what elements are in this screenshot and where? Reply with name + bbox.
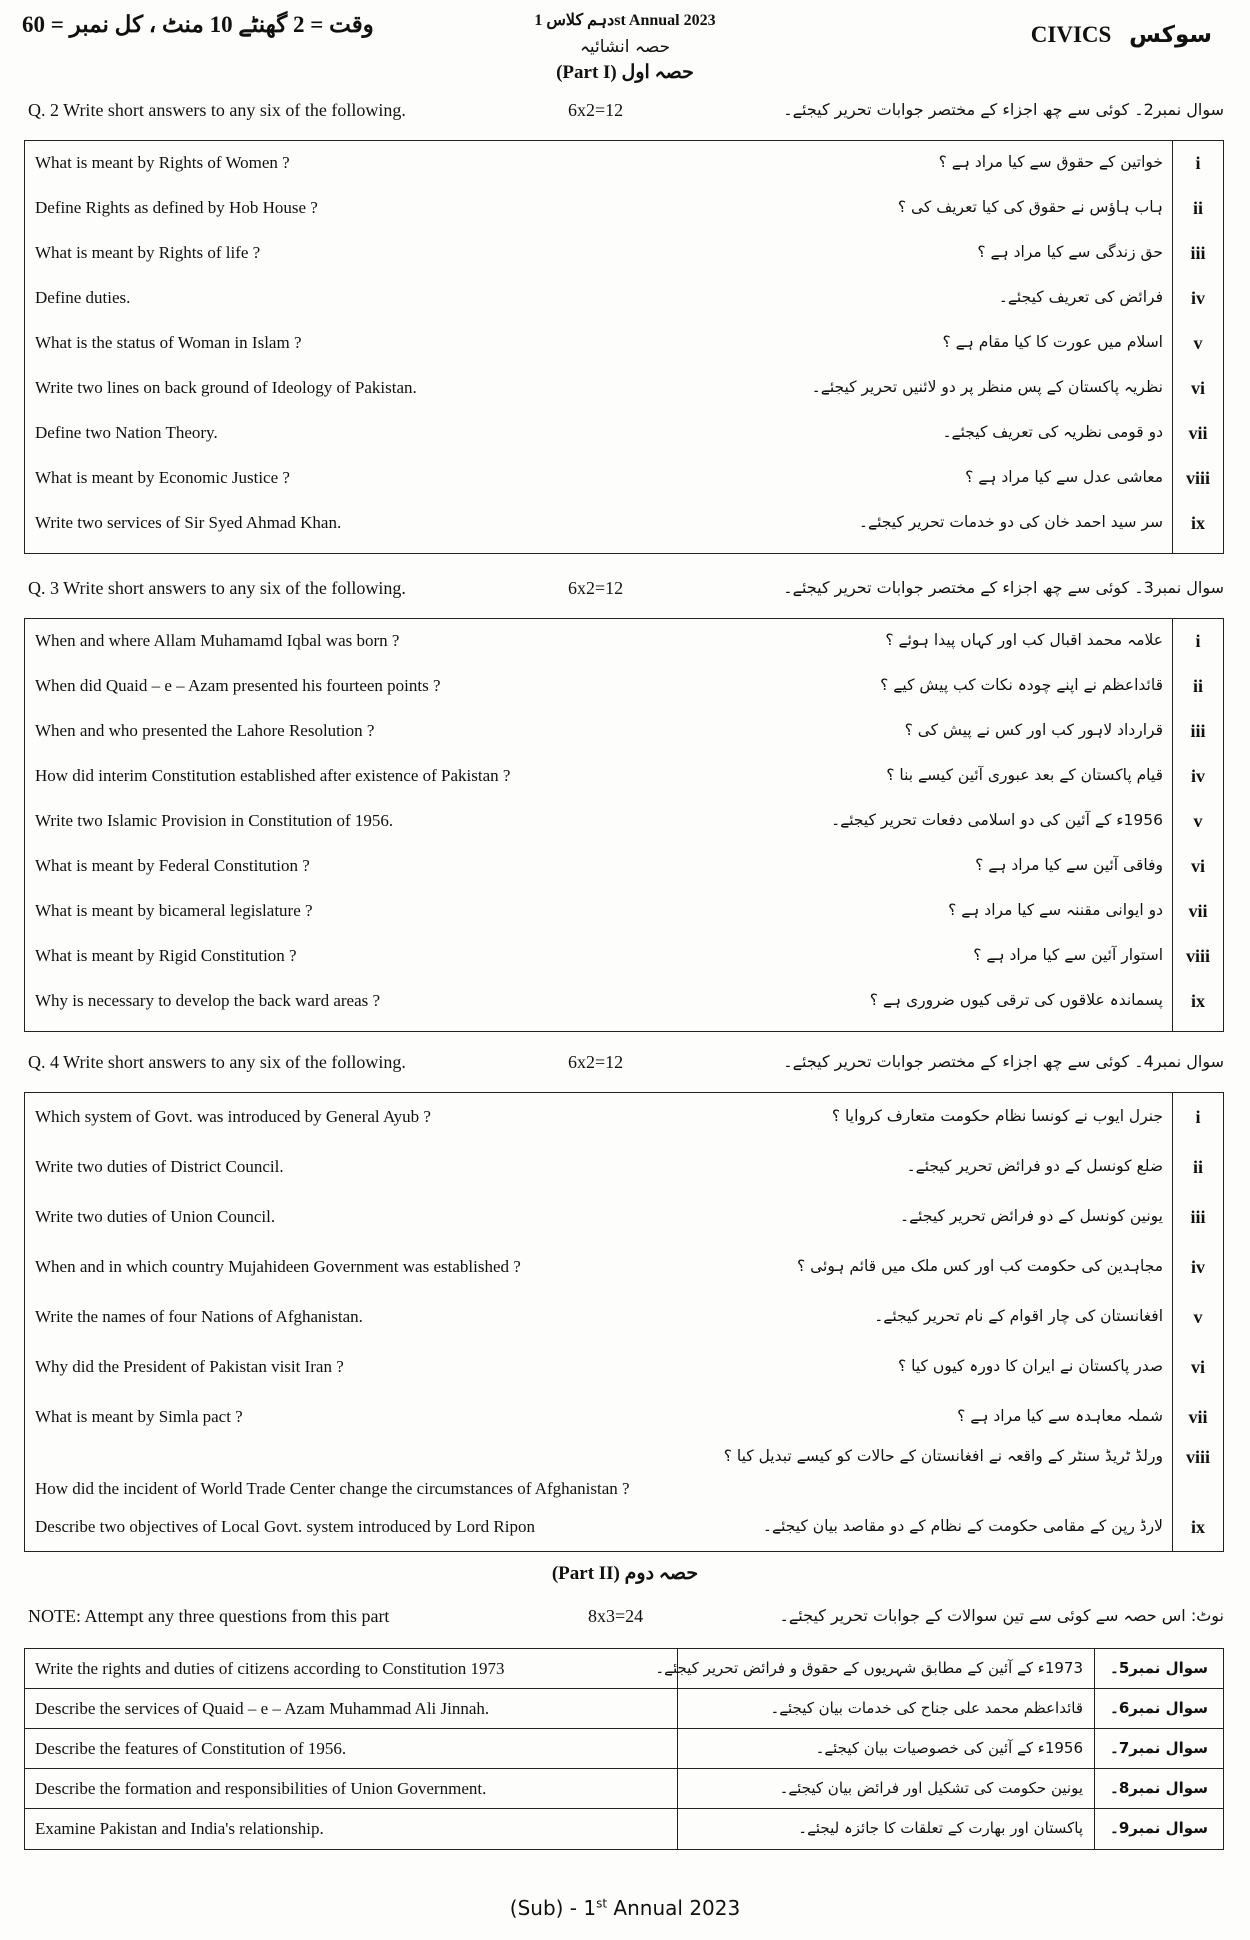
question-number: vii (1188, 423, 1208, 443)
q2-item (25, 141, 1223, 186)
question-text-en: What is meant by Economic Justice ? (35, 468, 290, 487)
long-question-en: Describe the features of Constitution of 1956. (35, 1739, 347, 1758)
question-number: iv (1190, 1257, 1205, 1277)
question-text-en: Write two duties of Union Council. (35, 1207, 276, 1226)
question-text-ur: پسماندہ علاقوں کی ترقی کیوں ضروری ہے ؟ (869, 991, 1163, 1009)
q2-item (25, 456, 1223, 501)
q2-heading (28, 94, 1224, 128)
long-question-ur: یونین حکومت کی تشکیل اور فرائض بیان کیجئے۔ (779, 1779, 1083, 1797)
part-one-title: (Part I) حصہ اول (556, 62, 694, 83)
long-question-ur: 1956ء کے آئین کی خصوصیات بیان کیجئے۔ (815, 1739, 1083, 1757)
question-text-en: When and who presented the Lahore Resolution ? (35, 721, 375, 740)
question-text-en: When did Quaid – e – Azam presented his fourteen points ? (35, 676, 441, 695)
q3-box (24, 618, 1224, 1032)
subject-en: CIVICS (1030, 22, 1112, 47)
q3-item (25, 979, 1223, 1024)
q2-heading-en: Q. 2 Write short answers to any six of the following. (28, 100, 406, 120)
part-two-title: (Part II) حصہ دوم (551, 1563, 699, 1584)
long-question-row (25, 1809, 1223, 1849)
question-number: ii (1192, 198, 1203, 218)
long-question-row (25, 1689, 1223, 1729)
long-question-en: Examine Pakistan and India's relationship. (35, 1819, 324, 1838)
question-text-en: What is meant by Rigid Constitution ? (35, 946, 297, 965)
long-question-number: سوال نمبر7۔ (1110, 1739, 1208, 1757)
q2-marks: 6x2=12 (568, 100, 624, 120)
question-number: i (1195, 153, 1201, 173)
q4-item (25, 1443, 1223, 1503)
question-text-ur: خواتین کے حقوق سے کیا مراد ہے ؟ (938, 153, 1163, 171)
q3-heading-ur: سوال نمبر3۔ کوئی سے چھ اجزاء کے مختصر جوابات تحریر کیجئے۔ (783, 578, 1224, 597)
q2-item (25, 231, 1223, 276)
q2-item (25, 501, 1223, 546)
long-question-number: سوال نمبر8۔ (1110, 1779, 1208, 1797)
q3-item (25, 664, 1223, 709)
question-text-en: What is meant by Rights of life ? (35, 243, 261, 262)
long-question-en: Describe the services of Quaid – e – Azam Muhammad Ali Jinnah. (35, 1699, 490, 1718)
question-number: v (1193, 811, 1203, 831)
question-number: iv (1190, 288, 1205, 308)
question-text-ur: دو قومی نظریہ کی تعریف کیجئے۔ (942, 423, 1163, 441)
question-number: ii (1192, 1157, 1203, 1177)
q2-box (24, 140, 1224, 554)
q3-heading-en: Q. 3 Write short answers to any six of the following. (28, 578, 406, 598)
exam-title-block (460, 8, 790, 86)
question-number: vi (1190, 856, 1205, 876)
q4-item (25, 1343, 1223, 1393)
q2-item (25, 276, 1223, 321)
question-text-ur: معاشی عدل سے کیا مراد ہے ؟ (965, 468, 1163, 486)
question-text-en: Define duties. (35, 288, 131, 307)
q4-heading-en: Q. 4 Write short answers to any six of the following. (28, 1052, 406, 1072)
question-text-ur: حق زندگی سے کیا مراد ہے ؟ (977, 243, 1163, 261)
q4-box (24, 1092, 1224, 1552)
q4-item (25, 1243, 1223, 1293)
question-number: iii (1190, 243, 1206, 263)
long-question-ur: قائداعظم محمد علی جناح کی خدمات بیان کیجئے۔ (770, 1699, 1083, 1717)
question-number: vi (1190, 378, 1205, 398)
note-ur: نوٹ: اس حصہ سے کوئی سے تین سوالات کے جوابات تحریر کیجئے۔ (779, 1606, 1224, 1625)
long-question-en: Describe the formation and responsibilities of Union Government. (35, 1779, 487, 1798)
q2-item (25, 186, 1223, 231)
question-number: vi (1190, 1357, 1205, 1377)
question-text-ur: فرائض کی تعریف کیجئے۔ (998, 288, 1163, 306)
q4-item (25, 1293, 1223, 1343)
question-text-ur: ورلڈ ٹریڈ سنٹر کے واقعہ نے افغانستان کے حالات کو کیسے تبدیل کیا ؟ (723, 1447, 1163, 1465)
question-text-ur: قائداعظم نے اپنے چودہ نکات کب پیش کیے ؟ (880, 676, 1163, 694)
q4-item (25, 1503, 1223, 1543)
question-text-ur: مجاہدین کی حکومت کب اور کس ملک میں قائم ہوئی ؟ (796, 1257, 1163, 1275)
question-number: viii (1185, 468, 1210, 488)
question-text-en: Describe two objectives of Local Govt. system introduced by Lord Ripon (35, 1517, 535, 1536)
question-number: ii (1192, 676, 1203, 696)
q3-item (25, 619, 1223, 664)
question-text-en: When and in which country Mujahideen Government was established ? (35, 1257, 521, 1276)
question-number: v (1193, 333, 1203, 353)
question-text-en: How did interim Constitution established after existence of Pakistan ? (35, 766, 511, 785)
question-number: viii (1185, 946, 1210, 966)
q4-item (25, 1393, 1223, 1443)
q2-item (25, 366, 1223, 411)
question-text-en: Write two lines on back ground of Ideology of Pakistan. (35, 378, 417, 397)
question-number: viii (1185, 1447, 1210, 1467)
question-text-ur: اسلام میں عورت کا کیا مقام ہے ؟ (942, 333, 1163, 351)
question-text-en: What is meant by bicameral legislature ? (35, 901, 313, 920)
q3-marks: 6x2=12 (568, 578, 624, 598)
page-footer: (Sub) - 1st Annual 2023 (509, 1896, 741, 1920)
question-text-ur: 1956ء کے آئین کی دو اسلامی دفعات تحریر کیجئے۔ (831, 811, 1163, 829)
question-text-ur: افغانستان کی چار اقوام کے نام تحریر کیجئے۔ (874, 1307, 1163, 1325)
q4-heading-ur: سوال نمبر4۔ کوئی سے چھ اجزاء کے مختصر جوابات تحریر کیجئے۔ (783, 1052, 1224, 1071)
q4-heading (28, 1046, 1224, 1080)
question-text-en: Which system of Govt. was introduced by General Ayub ? (35, 1107, 431, 1126)
question-text-en: What is meant by Rights of Women ? (35, 153, 290, 172)
question-text-en: When and where Allam Muhamamd Iqbal was born ? (35, 631, 400, 650)
question-number: v (1193, 1307, 1203, 1327)
paper-header (0, 8, 1250, 108)
question-number: ix (1190, 1517, 1205, 1537)
question-text-en: Why did the President of Pakistan visit Iran ? (35, 1357, 344, 1376)
q4-item (25, 1193, 1223, 1243)
question-number: i (1195, 1107, 1201, 1127)
q4-item (25, 1143, 1223, 1193)
q3-item (25, 754, 1223, 799)
question-text-en: How did the incident of World Trade Center change the circumstances of Afghanistan ? (35, 1479, 630, 1498)
question-text-ur: قرارداد لاہور کب اور کس نے پیش کی ؟ (904, 721, 1163, 739)
question-text-en: What is meant by Federal Constitution ? (35, 856, 310, 875)
subject-ur: سوکس (1129, 22, 1212, 48)
long-question-number: سوال نمبر6۔ (1110, 1699, 1208, 1717)
question-text-en: Define two Nation Theory. (35, 423, 218, 442)
note-en: NOTE: Attempt any three questions from this part (28, 1606, 390, 1626)
long-question-ur: 1973ء کے آئین کے مطابق شہریوں کے حقوق و فرائض تحریر کیجئے۔ (655, 1659, 1083, 1677)
question-text-en: Write two Islamic Provision in Constitution of 1956. (35, 811, 394, 830)
long-question-row (25, 1729, 1223, 1769)
question-text-ur: شملہ معاہدہ سے کیا مراد ہے ؟ (957, 1407, 1163, 1425)
question-number: vii (1188, 901, 1208, 921)
time-and-total-marks: وقت = 2 گھنٹے 10 منٹ ، کل نمبر = 60 (22, 12, 374, 37)
question-text-en: Why is necessary to develop the back ward areas ? (35, 991, 381, 1010)
q3-item (25, 799, 1223, 844)
part-two-table (24, 1648, 1224, 1850)
question-number: iv (1190, 766, 1205, 786)
part-two-marks: 8x3=24 (588, 1606, 644, 1626)
question-number: ix (1190, 991, 1205, 1011)
long-question-ur: پاکستان اور بھارت کے تعلقات کا جائزہ لیجئے۔ (798, 1819, 1083, 1837)
question-number: vii (1188, 1407, 1208, 1427)
question-text-ur: ہاب ہاؤس نے حقوق کی کیا تعریف کی ؟ (897, 198, 1163, 216)
question-text-en: Write two services of Sir Syed Ahmad Khan. (35, 513, 342, 532)
question-text-en: Write two duties of District Council. (35, 1157, 284, 1176)
question-text-ur: یونین کونسل کے دو فرائض تحریر کیجئے۔ (899, 1207, 1163, 1225)
question-text-ur: ضلع کونسل کے دو فرائض تحریر کیجئے۔ (906, 1157, 1163, 1175)
question-number: ix (1190, 513, 1205, 533)
question-number: iii (1190, 721, 1206, 741)
question-text-ur: لارڈ رپن کے مقامی حکومت کے نظام کے دو مقاصد بیان کیجئے۔ (762, 1517, 1163, 1535)
q2-item (25, 321, 1223, 366)
question-number: iii (1190, 1207, 1206, 1227)
question-text-ur: وفاقی آئین سے کیا مراد ہے ؟ (975, 856, 1163, 874)
q2-heading-ur: سوال نمبر2۔ کوئی سے چھ اجزاء کے مختصر جوابات تحریر کیجئے۔ (783, 100, 1224, 119)
part-two-note (28, 1600, 1224, 1634)
question-text-ur: نظریہ پاکستان کے پس منظر پر دو لائنیں تحریر کیجئے۔ (811, 378, 1163, 396)
q3-item (25, 709, 1223, 754)
q3-item (25, 934, 1223, 979)
question-text-ur: قیام پاکستان کے بعد عبوری آئین کیسے بنا ؟ (886, 766, 1163, 784)
long-question-number: سوال نمبر9۔ (1110, 1819, 1208, 1837)
subject-title (1025, 22, 1218, 48)
q4-item (25, 1093, 1223, 1143)
q4-marks: 6x2=12 (568, 1052, 624, 1072)
question-text-ur: دو ایوانی مقننہ سے کیا مراد ہے ؟ (948, 901, 1163, 919)
question-text-ur: صدر پاکستان نے ایران کا دورہ کیوں کیا ؟ (898, 1357, 1163, 1375)
question-text-en: What is meant by Simla pact ? (35, 1407, 243, 1426)
question-text-en: Define Rights as defined by Hob House ? (35, 198, 318, 217)
long-question-number: سوال نمبر5۔ (1110, 1659, 1208, 1677)
question-text-en: What is the status of Woman in Islam ? (35, 333, 302, 352)
question-text-ur: جنرل ایوب نے کونسا نظام حکومت متعارف کروایا ؟ (831, 1107, 1163, 1125)
question-text-ur: استوار آئین سے کیا مراد ہے ؟ (973, 946, 1163, 964)
long-question-row (25, 1769, 1223, 1809)
q3-heading (28, 572, 1224, 606)
question-text-ur: علامہ محمد اقبال کب اور کہاں پیدا ہوئے ؟ (885, 631, 1163, 649)
long-question-row (25, 1649, 1223, 1689)
class-line: دہم کلاس 1st Annual 2023 (534, 12, 716, 29)
question-text-ur: سر سید احمد خان کی دو خدمات تحریر کیجئے۔ (858, 513, 1163, 531)
question-number: i (1195, 631, 1201, 651)
question-text-en: Write the names of four Nations of Afghanistan. (35, 1307, 363, 1326)
q2-item (25, 411, 1223, 456)
long-question-en: Write the rights and duties of citizens according to Constitution 1973 (35, 1659, 505, 1678)
section-title: حصہ انشائیہ (579, 37, 671, 57)
q3-item (25, 889, 1223, 934)
q3-item (25, 844, 1223, 889)
